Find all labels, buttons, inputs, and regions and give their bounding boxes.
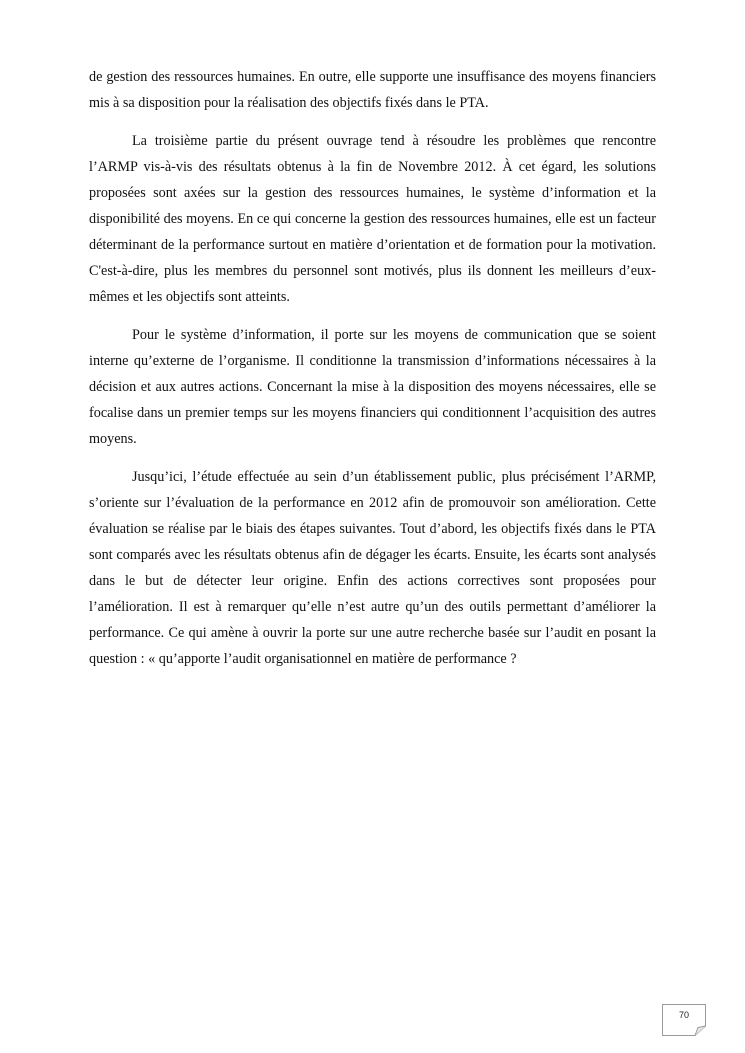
document-body [89, 64, 656, 684]
paragraph-information-system: Pour le système d’information, il porte sur les moyens de communication que se soient interne qu’externe de l’organisme. Il conditionne la transmission d’informations nécessaires à la décision et aux autres actions. Concernant la mise à la disposition des moyens nécessaires, elle se focalise dans un premier temps sur les moyens financiers qui conditionnent l’acquisition des autres moyens. [89, 327, 656, 447]
page-number: 70 [678, 1010, 689, 1020]
paragraph-continuation: de gestion des ressources humaines. En outre, elle supporte une insuffisance des moyens financiers mis à sa disposition pour la réalisation des objectifs fixés dans le PTA. [89, 69, 656, 111]
folded-corner-icon [662, 1004, 706, 1036]
page-number-box [662, 1004, 706, 1036]
paragraph-conclusion: Jusqu’ici, l’étude effectuée au sein d’un établissement public, plus précisément l’ARMP, s’oriente sur l’évaluation de la performance en 2012 afin de promouvoir son amélioration. Cette évaluation se réalise par le biais des étapes suivantes. Tout d’abord, les objectifs fixés dans le PTA sont comparés avec les résultats obtenus afin de dégager les écarts. Ensuite, les écarts sont analysés dans le but de détecter leur origine. Enfin des actions correctives sont proposées pour l’amélioration. Il est à remarquer qu’elle n’est autre qu’un des outils permettant d’améliorer la performance. Ce qui amène à ouvrir la porte sur une autre recherche basée sur l’audit en posant la question : « qu’apporte l’audit organisationnel en matière de performance ? [89, 469, 656, 667]
paragraph-third-part: La troisième partie du présent ouvrage tend à résoudre les problèmes que rencontre l’ARMP vis-à-vis des résultats obtenus à la fin de Novembre 2012. À cet égard, les solutions proposées sont axées sur la gestion des ressources humaines, le système d’information et la disponibilité des moyens. En ce qui concerne la gestion des ressources humaines, elle est un facteur déterminant de la performance surtout en matière d’orientation et de formation pour la motivation. C'est-à-dire, plus les membres du personnel sont motivés, plus ils donnent les meilleurs d’eux-mêmes et les objectifs sont atteints. [89, 133, 656, 305]
